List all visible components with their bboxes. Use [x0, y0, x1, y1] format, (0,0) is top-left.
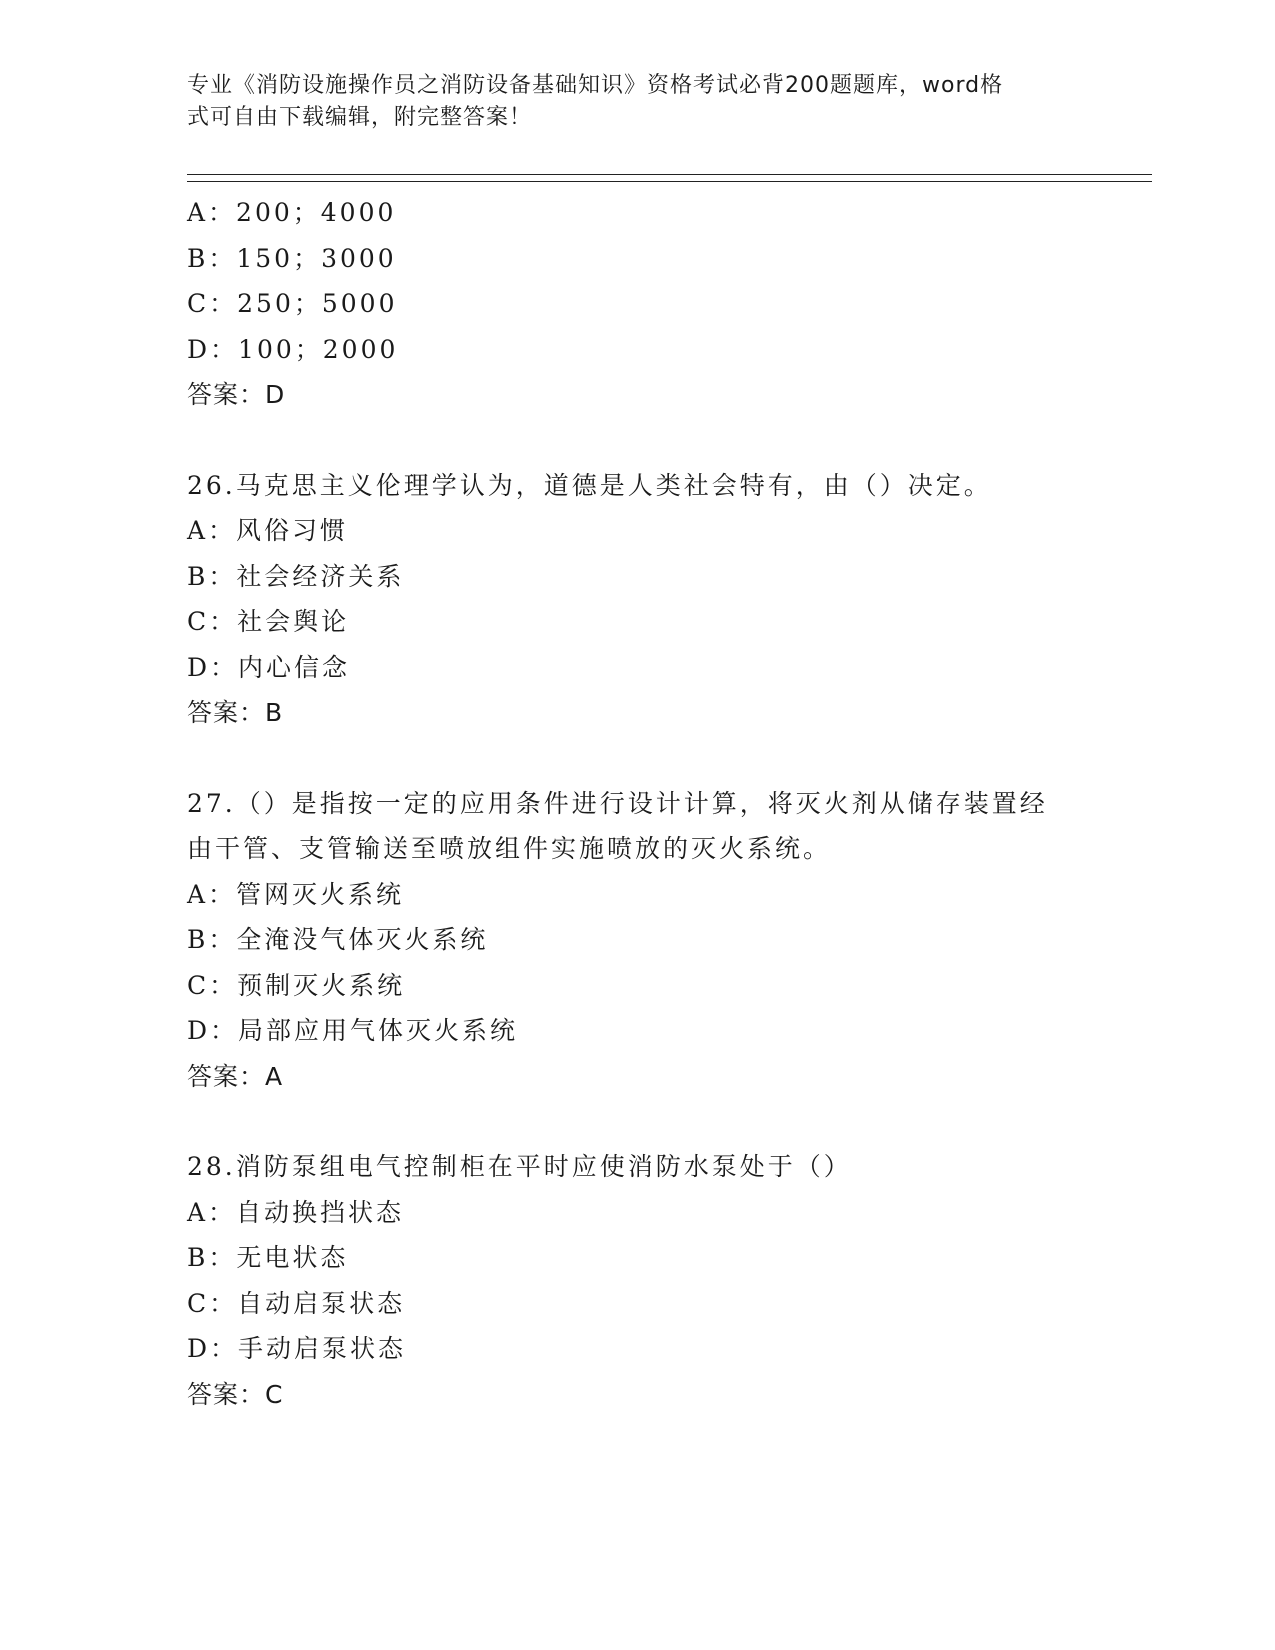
answer: 答案：A: [187, 1061, 284, 1091]
spacer: [187, 418, 1087, 463]
question-text-line-2: 由干管、支管输送至喷放组件实施喷放的灭火系统。: [187, 834, 832, 863]
option-d: D：内心信念: [187, 652, 351, 682]
answer: 答案：D: [187, 380, 286, 409]
option-c: C：自动启泵状态: [187, 1288, 406, 1318]
option-c: C：社会舆论: [187, 607, 350, 636]
question-list: [187, 190, 1087, 1417]
question-text-line-1: 27.（）是指按一定的应用条件进行设计计算，将灭火剂从储存装置经: [187, 788, 1048, 818]
option-b: B：社会经济关系: [187, 561, 405, 591]
option-d: D：手动启泵状态: [187, 1334, 407, 1363]
option-b: B：全淹没气体灭火系统: [187, 925, 489, 954]
option-a: A：风俗习惯: [187, 516, 349, 545]
option-a: A：200；4000: [187, 198, 397, 227]
spacer: [187, 1099, 1087, 1144]
header-divider-bottom: [187, 181, 1152, 182]
spacer: [187, 736, 1087, 781]
answer: 答案：B: [187, 698, 284, 727]
option-d: D：100；2000: [187, 334, 399, 364]
option-b: B：150；3000: [187, 243, 397, 273]
document-header: [187, 70, 1067, 134]
question-25: [187, 190, 1087, 418]
question-28: [187, 1144, 1087, 1417]
option-c: C：预制灭火系统: [187, 970, 406, 1000]
answer: 答案：C: [187, 1379, 284, 1409]
option-b: B：无电状态: [187, 1243, 349, 1272]
option-a: A：管网灭火系统: [187, 879, 405, 909]
header-line-2: 式可自由下载编辑，附完整答案！: [187, 105, 533, 130]
header-line-1: 专业《消防设施操作员之消防设备基础知识》资格考试必背200题题库，word格: [187, 73, 1004, 98]
option-c: C：250；5000: [187, 289, 398, 318]
question-text: 28.消防泵组电气控制柜在平时应使消防水泵处于（）: [187, 1152, 852, 1181]
option-d: D：局部应用气体灭火系统: [187, 1016, 519, 1045]
question-27: [187, 781, 1087, 1100]
question-26: [187, 463, 1087, 736]
question-text: 26.马克思主义伦理学认为，道德是人类社会特有，由（）决定。: [187, 470, 992, 500]
option-a: A：自动换挡状态: [187, 1197, 405, 1227]
header-divider-top: [187, 174, 1152, 175]
